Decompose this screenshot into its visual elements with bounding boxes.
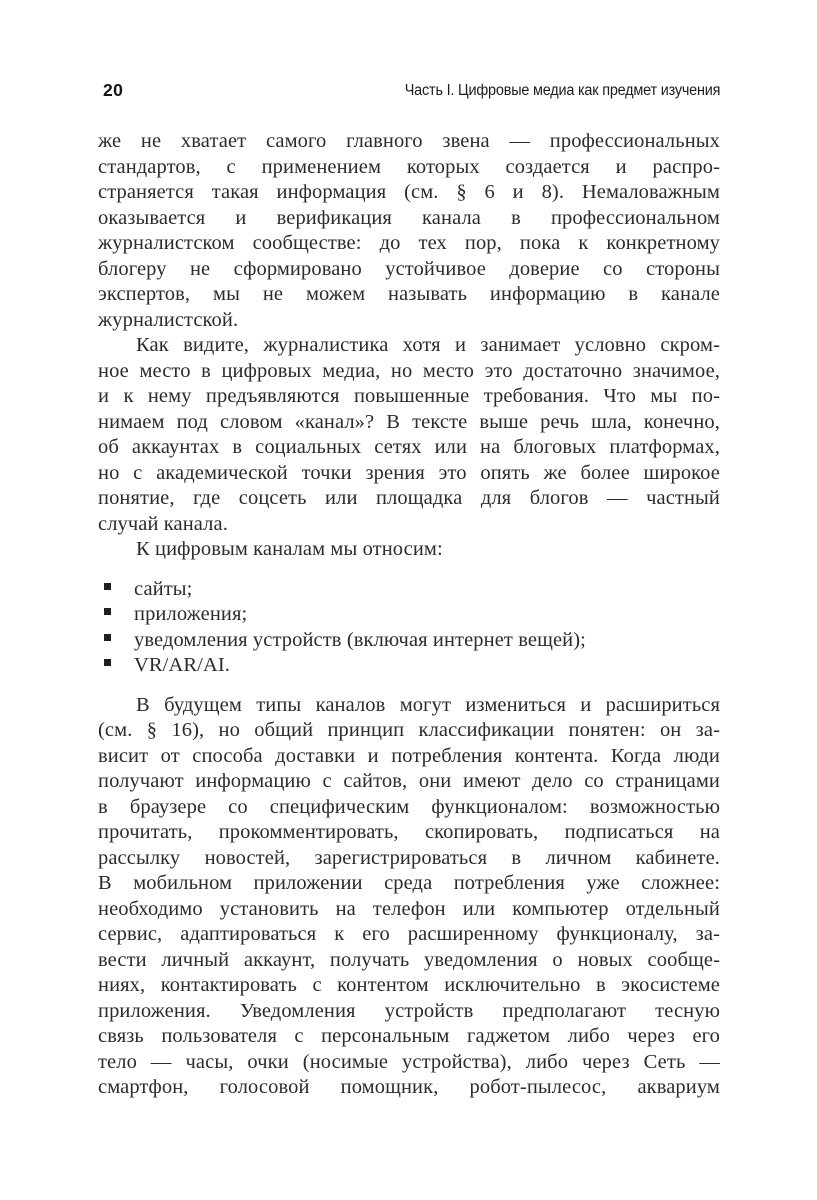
text-line: ниях, контактировать с контентом исключительно в экосистеме [98, 974, 720, 996]
paragraph [98, 537, 720, 563]
text-line: страняется такая информация (см. § 6 и 8). Немаловажным [98, 181, 720, 203]
page-number: 20 [103, 80, 124, 100]
text-line: связь пользователя с персональным гаджетом либо через его [98, 1025, 720, 1047]
text-line: необходимо установить на телефон или компьютер отдельный [98, 897, 720, 920]
text-column [98, 129, 720, 1101]
text-line: экспертов, мы не можем называть информацию в канале [98, 283, 720, 305]
digital-channels-list [98, 577, 720, 679]
text-line: стандартов, с применением которых создается и распро- [98, 155, 720, 178]
text-line: тело — часы, очки (носимые устройства), либо через Сеть — [98, 1050, 720, 1073]
text-line: В будущем типы каналов могут измениться и расшириться [136, 693, 720, 716]
text-line: К цифровым каналам мы относим: [136, 538, 443, 560]
paragraph [98, 333, 720, 537]
page-header [98, 80, 720, 104]
running-head: Часть I. Цифровые медиа как предмет изучения [404, 82, 720, 99]
list-item-label: сайты; [134, 577, 193, 600]
text-line: но с академической точки зрения это опять же более широкое [98, 461, 720, 484]
text-line: оказывается и верификация канала в профессиональном [98, 206, 720, 229]
text-line: Как видите, журналистика хотя и занимает условно скром- [136, 334, 720, 356]
text-line: нимаем под словом «канал»? В тексте выше речь шла, конечно, [98, 410, 720, 433]
text-line: журналистской. [98, 308, 239, 331]
checkbox-bullet-icon [104, 659, 111, 666]
text-line: рассылку новостей, зарегистрироваться в личном кабинете. [98, 846, 720, 869]
text-line: журналистском сообществе: до тех пор, пока к конкретному [98, 232, 720, 254]
text-line: прочитать, прокомментировать, скопировать, подписаться на [98, 821, 720, 843]
text-line: об аккаунтах в социальных сетях или на блоговых платформах, [98, 436, 720, 458]
text-line: вести личный аккаунт, получать уведомления о новых сообще- [98, 948, 720, 971]
list-item [98, 653, 720, 679]
text-line: понятие, где соцсеть или площадка для блогов — частный [98, 487, 720, 509]
list-item [98, 577, 720, 603]
list-item-label: уведомления устройств (включая интернет вещей); [134, 628, 586, 651]
checkbox-bullet-icon [104, 608, 111, 615]
text-line: ное место в цифровых медиа, но место это достаточно значимое, [98, 359, 720, 382]
text-line: В мобильном приложении среда потребления уже сложнее: [98, 872, 720, 894]
text-line: в браузере со специфическим функционалом: возможностью [98, 795, 720, 818]
text-line: сервис, адаптироваться к его расширенному функционалу, за- [98, 923, 720, 945]
checkbox-bullet-icon [104, 583, 111, 590]
text-line: блогеру не сформировано устойчивое доверие со стороны [98, 257, 720, 280]
text-line: и к нему предъявляются повышенные требования. Что мы по- [98, 385, 720, 407]
text-line: (см. § 16), но общий принцип классификации понятен: он за- [98, 719, 720, 741]
list-item [98, 628, 720, 654]
list-item-label: приложения; [134, 603, 248, 625]
text-line: приложения. Уведомления устройств предполагают тесную [98, 999, 720, 1022]
checkbox-bullet-icon [104, 634, 111, 641]
text-line: же не хватает самого главного звена — профессиональных [98, 130, 720, 152]
paragraph [98, 693, 720, 1101]
text-line: висит от способа доставки и потребления контента. Когда люди [98, 744, 720, 767]
paragraph [98, 129, 720, 333]
list-item-label: VR/AR/AI. [134, 654, 231, 676]
text-line: смартфон, голосовой помощник, робот-пылесос, аквариум [98, 1076, 720, 1098]
text-line: случай канала. [98, 512, 228, 535]
text-line: получают информацию с сайтов, они имеют дело со страницами [98, 770, 720, 792]
list-item [98, 602, 720, 628]
